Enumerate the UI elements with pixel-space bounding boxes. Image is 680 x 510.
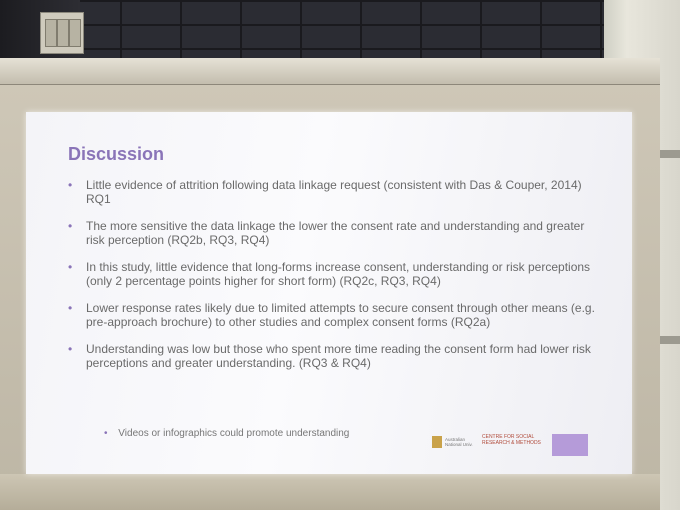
wall-switch-plate <box>40 12 84 54</box>
bullet-text: Lower response rates likely due to limited attempts to secure consent through other means (e.g. pre-approach brochure) to other studies and complex consent forms (RQ2a) <box>86 301 595 329</box>
bullet-dot: • <box>68 219 73 233</box>
bullet-dot: • <box>68 178 73 192</box>
bullet-item <box>64 219 604 247</box>
screen-roller <box>0 58 660 85</box>
svg-text:National Univ.: National Univ. <box>445 442 473 447</box>
sub-bullet-dot: • <box>104 428 108 439</box>
sub-bullet <box>104 428 349 439</box>
slide-title: Discussion <box>68 144 165 164</box>
bullet-text: The more sensitive the data linkage the lower the consent rate and understanding and greater risk perception (RQ2b, RQ3, RQ4) <box>86 219 585 247</box>
bullet-dot: • <box>68 260 73 274</box>
switch <box>69 19 81 47</box>
bullet-list <box>64 178 604 383</box>
projected-slide <box>26 112 632 474</box>
sub-bullet-text: Videos or infographics could promote understanding <box>118 428 350 439</box>
bullet-item <box>64 301 604 329</box>
csrm-logo-line2: RESEARCH & METHODS <box>482 440 541 446</box>
bullet-item <box>64 260 604 288</box>
crest-icon <box>432 436 442 448</box>
switch <box>57 19 69 47</box>
bullet-item <box>64 342 604 370</box>
csrm-logo <box>482 434 554 446</box>
bullet-text: Little evidence of attrition following data linkage request (consistent with Das & Couper, 2014) RQ1 <box>86 178 582 206</box>
bullet-text: In this study, little evidence that long-forms increase consent, understanding or risk perceptions (only 2 percentage points higher for short form) (RQ2c, RQ3, RQ4) <box>86 260 591 288</box>
bullet-dot: • <box>68 301 73 315</box>
bullet-text: Understanding was low but those who spent more time reading the consent form had lower risk perceptions and greater understanding. (RQ3 & RQ4) <box>86 342 591 370</box>
bullet-dot: • <box>68 342 73 356</box>
anu-logo <box>432 434 476 450</box>
screen-bottom <box>0 474 660 510</box>
csrm-logo-line1: CENTRE FOR SOCIAL <box>482 434 535 440</box>
purple-accent-block <box>552 434 588 456</box>
switch <box>45 19 57 47</box>
anu-logo-text: Australian <box>445 437 466 442</box>
bullet-item <box>64 178 604 206</box>
